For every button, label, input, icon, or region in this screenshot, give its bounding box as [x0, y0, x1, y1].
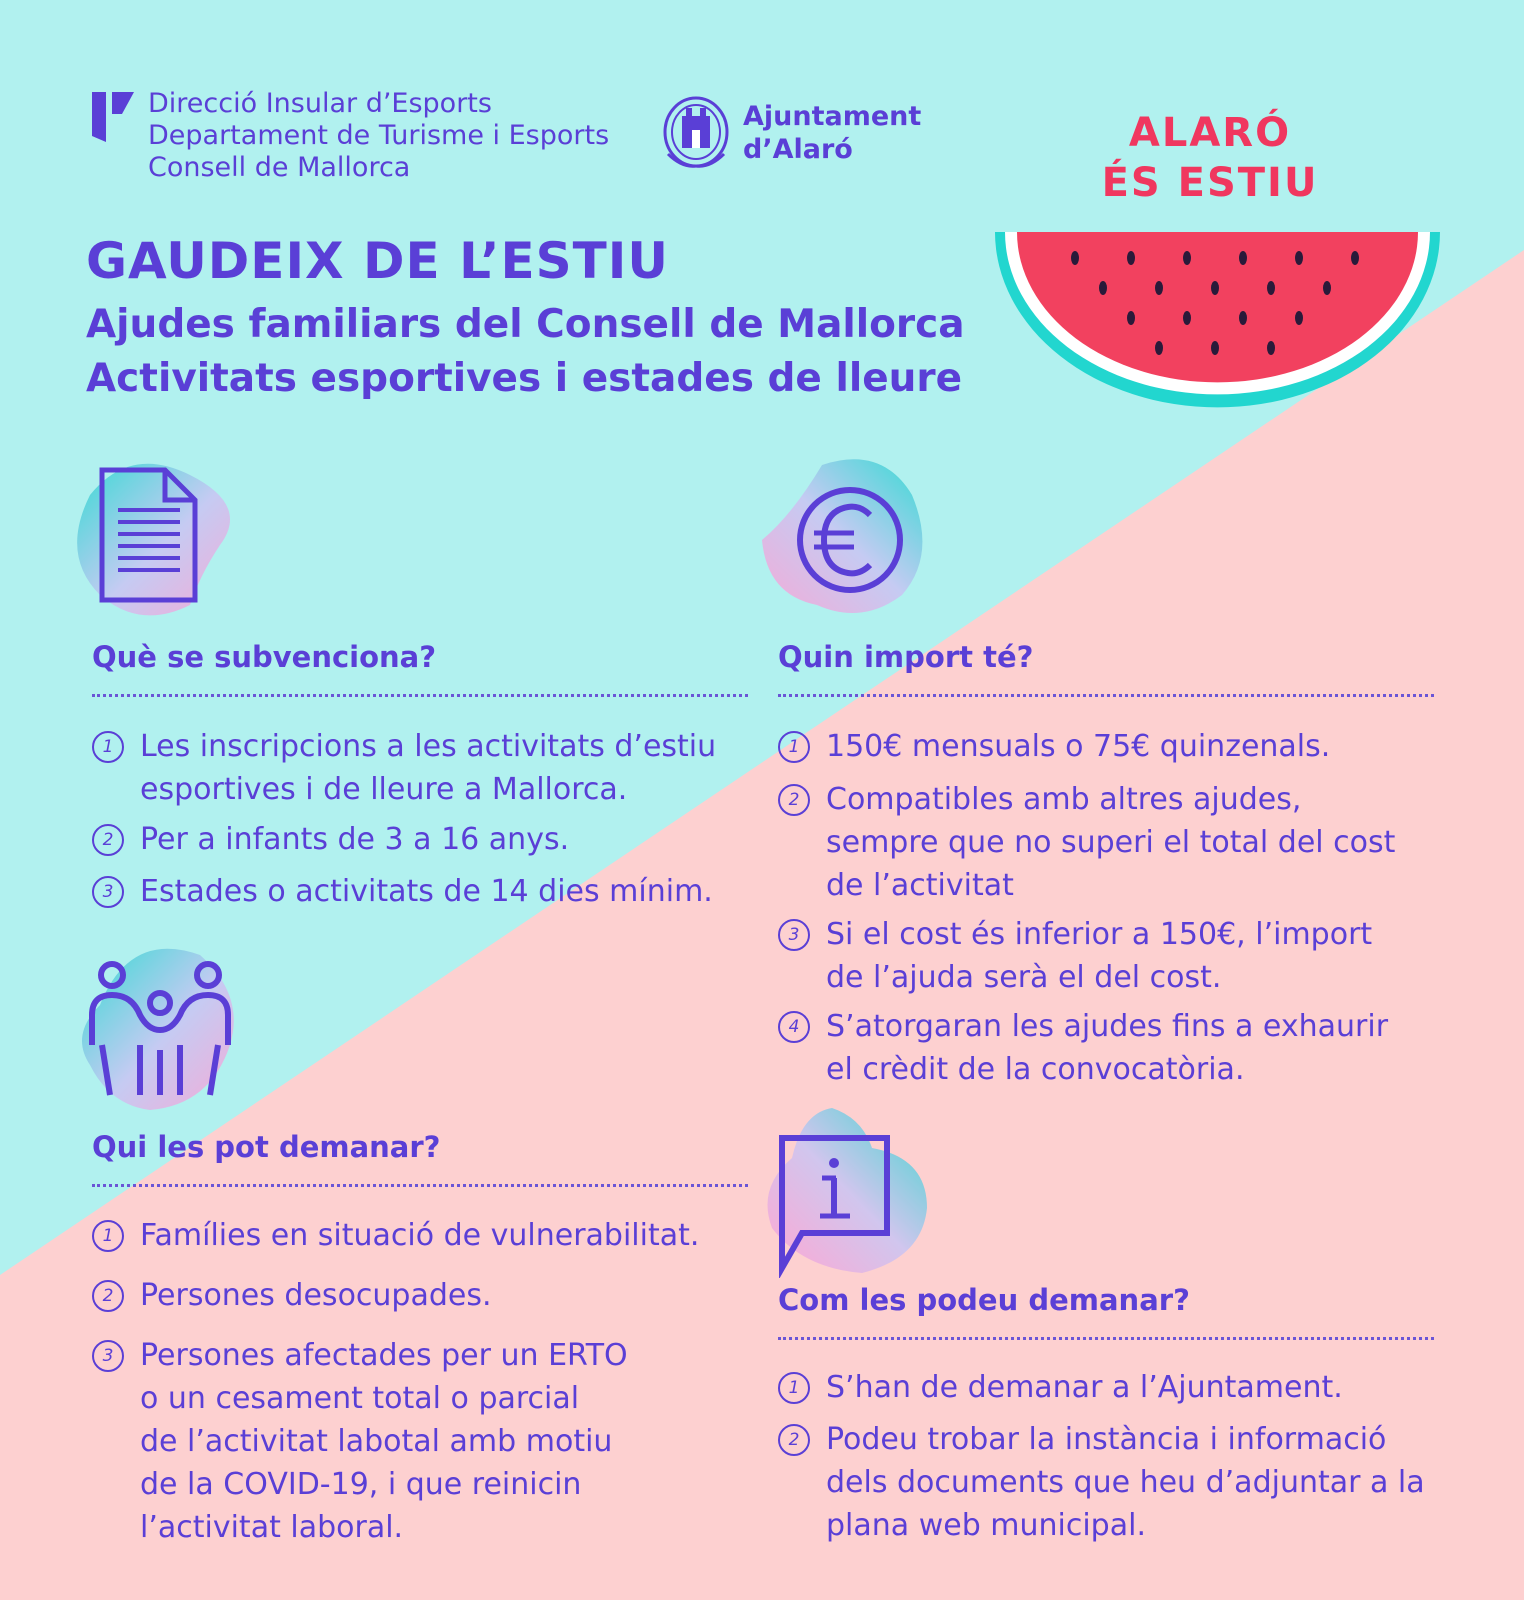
ajuntament-line-2: d’Alaró — [743, 134, 853, 165]
list-item-line: plana web municipal. — [826, 1508, 1146, 1543]
subtitle-line-2: Activitats esportives i estades de lleure — [86, 356, 963, 401]
list-item — [778, 1005, 1395, 1091]
list-item-line: 150€ mensuals o 75€ quinzenals. — [826, 729, 1331, 764]
list-item — [778, 778, 1395, 907]
consell-line-3: Consell de Mallorca — [148, 152, 411, 183]
list-item-line: Persones afectades per un ERTO — [140, 1338, 628, 1373]
list-item-line: Per a infants de 3 a 16 anys. — [140, 822, 570, 857]
list-item-line: dels documents que heu d’adjuntar a la — [826, 1465, 1425, 1500]
number-badge: 2 — [778, 784, 810, 816]
list-item-line: Estades o activitats de 14 dies mínim. — [140, 874, 713, 909]
list-item-line: o un cesament total o parcial — [140, 1381, 580, 1416]
family-icon — [70, 945, 240, 1115]
number-badge: 1 — [778, 1372, 810, 1404]
campaign-title — [1085, 108, 1335, 208]
section-how-title: Com les podeu demanar? — [778, 1283, 1190, 1317]
number-badge: 1 — [92, 1220, 124, 1252]
page-title: GAUDEIX DE L’ESTIU — [86, 232, 669, 290]
consell-logo-icon — [92, 92, 136, 142]
campaign-line-2: ÉS ESTIU — [1101, 160, 1319, 206]
section-who-list — [92, 1214, 699, 1549]
section-what-title: Què se subvenciona? — [92, 640, 437, 674]
list-item — [92, 1274, 699, 1317]
info-icon — [762, 1108, 932, 1278]
ajuntament-name — [743, 100, 921, 166]
number-badge: 2 — [92, 1280, 124, 1312]
list-item-line: esportives i de lleure a Mallorca. — [140, 772, 628, 807]
number-badge: 2 — [92, 824, 124, 856]
list-item — [778, 913, 1395, 999]
list-item-line: S’han de demanar a l’Ajuntament. — [826, 1370, 1343, 1405]
ajuntament-seal-icon — [662, 94, 730, 170]
list-item-line: Famílies en situació de vulnerabilitat. — [140, 1218, 700, 1253]
document-icon — [70, 455, 240, 625]
consell-line-2: Departament de Turisme i Esports — [148, 120, 610, 151]
list-item-line: l’activitat laboral. — [140, 1510, 404, 1545]
list-item — [778, 1366, 1425, 1409]
list-item-line: de l’ajuda serà el del cost. — [826, 960, 1222, 995]
list-item — [92, 818, 716, 861]
section-who-title: Qui les pot demanar? — [92, 1130, 441, 1164]
section-how-list — [778, 1366, 1425, 1547]
list-item-line: de l’activitat labotal amb motiu — [140, 1424, 613, 1459]
watermelon-icon — [995, 230, 1440, 410]
number-badge: 1 — [92, 731, 124, 763]
list-item-line: Persones desocupades. — [140, 1278, 492, 1313]
section-amount-divider — [778, 694, 1434, 697]
list-item-line: de la COVID-19, i que reinicin — [140, 1467, 582, 1502]
section-amount-title: Quin import té? — [778, 640, 1034, 674]
list-item-line: Compatibles amb altres ajudes, — [826, 782, 1302, 817]
number-badge: 2 — [778, 1424, 810, 1456]
list-item — [778, 725, 1395, 768]
section-amount-list — [778, 725, 1395, 1091]
consell-line-1: Direcció Insular d’Esports — [148, 88, 492, 119]
number-badge: 1 — [778, 731, 810, 763]
list-item-line: de l’activitat — [826, 868, 1014, 903]
list-item-line: el crèdit de la convocatòria. — [826, 1052, 1245, 1087]
list-item-line: sempre que no superi el total del cost — [826, 825, 1396, 860]
ajuntament-line-1: Ajuntament — [743, 101, 922, 132]
list-item — [92, 1214, 699, 1257]
campaign-line-1: ALARÓ — [1128, 110, 1292, 156]
list-item-line: S’atorgaran les ajudes fins a exhaurir — [826, 1009, 1389, 1044]
section-who-divider — [92, 1184, 748, 1187]
list-item-line: Les inscripcions a les activitats d’estiu — [140, 729, 717, 764]
number-badge: 3 — [92, 1340, 124, 1372]
consell-header-text — [148, 88, 609, 184]
number-badge: 3 — [778, 919, 810, 951]
section-how-divider — [778, 1337, 1434, 1340]
list-item — [92, 1334, 699, 1549]
page-subtitle — [86, 298, 965, 406]
number-badge: 4 — [778, 1011, 810, 1043]
list-item — [92, 870, 716, 913]
number-badge: 3 — [92, 876, 124, 908]
list-item-line: Podeu trobar la instància i informació — [826, 1422, 1387, 1457]
list-item — [92, 725, 716, 811]
section-what-list — [92, 725, 716, 913]
euro-icon — [762, 455, 932, 625]
subtitle-line-1: Ajudes familiars del Consell de Mallorca — [86, 302, 965, 347]
list-item-line: Si el cost és inferior a 150€, l’import — [826, 917, 1373, 952]
list-item — [778, 1418, 1425, 1547]
section-what-divider — [92, 694, 748, 697]
